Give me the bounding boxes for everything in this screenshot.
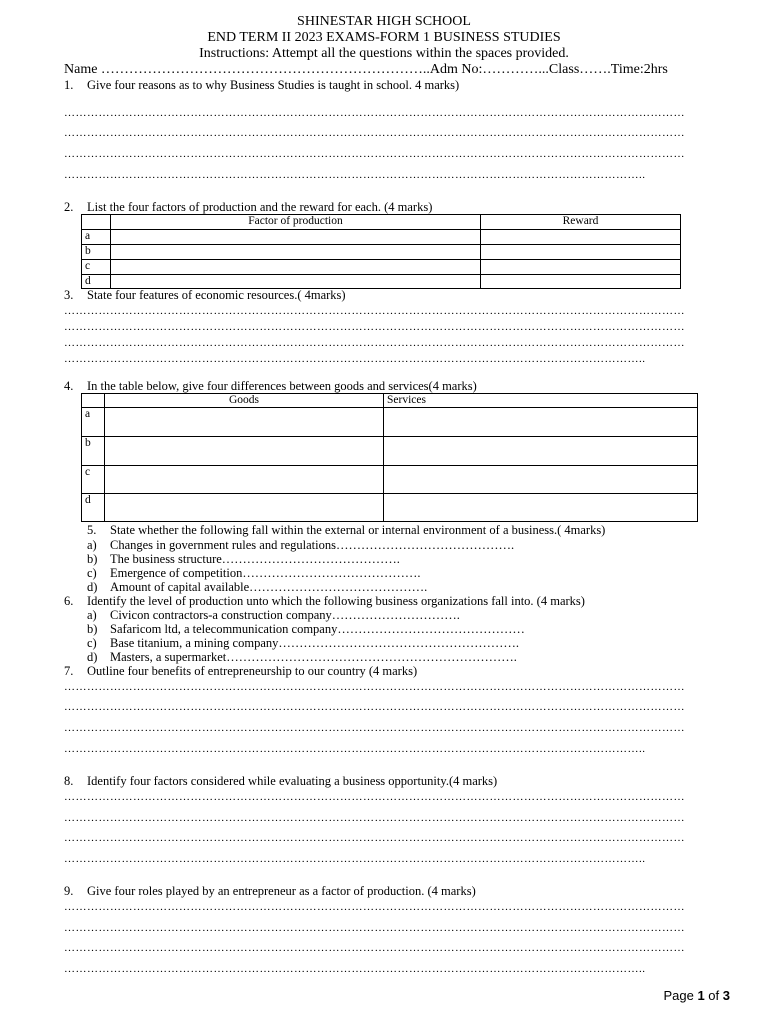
factors-table [81,214,681,289]
item-letter: b) [87,622,98,636]
answer-line: ……………………………………………………………………………………………………………………………………………… [64,127,685,139]
table-row [82,230,681,245]
answer-cell[interactable] [384,437,698,466]
answer-line: ……………………………………………………………………………………………………………………………………………… [64,321,685,333]
answer-line: …………………………………………………………………………………………………………………………………….. [64,353,646,365]
table-row [82,437,698,466]
table-row [82,245,681,260]
answer-line: ……………………………………………………………………………………………………………………………………………… [64,337,685,349]
question-number: 7. [64,664,74,678]
item-text: Masters, a supermarket……………………………………………………………. [110,650,517,664]
answer-cell[interactable] [481,245,681,260]
answer-line: …………………………………………………………………………………………………………………………………….. [64,743,646,755]
exam-instructions: Instructions: Attempt all the questions within the spaces provided. [199,46,569,61]
question-number: 9. [64,884,74,898]
list-item [87,538,514,553]
question-text: State four features of economic resources.( 4marks) [87,288,346,302]
row-label: c [82,466,105,494]
answer-line: ……………………………………………………………………………………………………………………………………………… [64,901,685,913]
answer-line: ……………………………………………………………………………………………………………………………………………… [64,922,685,934]
question-number: 6. [64,594,74,608]
question-text: Outline four benefits of entrepreneurship to our country (4 marks) [87,664,418,678]
list-item [87,580,427,595]
question-text: In the table below, give four differences between goods and services(4 marks) [87,379,477,393]
list-item [87,622,525,637]
candidate-details-line: Name ……………………………………………………………..Adm No:…………...Class…….Time:2hrs [64,62,668,77]
column-header-reward: Reward [481,215,681,230]
table-row [82,494,698,522]
list-item [87,650,517,665]
answer-line: ……………………………………………………………………………………………………………………………………………… [64,722,685,734]
school-name: SHINESTAR HIGH SCHOOL [297,14,471,29]
item-letter: c) [87,566,97,580]
answer-cell[interactable] [111,275,481,289]
item-text: The business structure……………………………………. [110,552,400,566]
answer-line: ……………………………………………………………………………………………………………………………………………… [64,832,685,844]
answer-cell[interactable] [111,230,481,245]
page-number [663,988,730,1003]
question-8 [64,774,497,789]
item-text: Safaricom ltd, a telecommunication company……………………………………… [110,622,525,636]
item-letter: c) [87,636,97,650]
question-6 [64,594,585,609]
question-1 [64,78,459,93]
question-number: 3. [64,288,74,302]
question-number: 2. [64,200,74,214]
answer-cell[interactable] [384,408,698,437]
question-text: List the four factors of production and the reward for each. (4 marks) [87,200,433,214]
column-header-services: Services [384,394,698,408]
row-label: b [82,245,111,260]
item-text: Amount of capital available……………………………………. [110,580,428,594]
table-corner [82,394,105,408]
answer-line: …………………………………………………………………………………………………………………………………….. [64,853,646,865]
answer-cell[interactable] [481,260,681,275]
column-header-factor: Factor of production [111,215,481,230]
goods-services-table [81,393,698,522]
item-letter: d) [87,650,98,664]
column-header-goods: Goods [105,394,384,408]
question-4 [64,379,477,394]
question-7 [64,664,417,679]
answer-line: …………………………………………………………………………………………………………………………………….. [64,963,646,975]
question-text: State whether the following fall within the external or internal environment of a business.( 4marks) [110,523,606,537]
row-label: a [82,408,105,437]
question-text: Identify the level of production unto which the following business organizations fall into. (4 marks) [87,594,585,608]
answer-line: ……………………………………………………………………………………………………………………………………………… [64,701,685,713]
question-5 [87,523,605,538]
answer-line: ……………………………………………………………………………………………………………………………………………… [64,791,685,803]
answer-cell[interactable] [384,466,698,494]
answer-line: …………………………………………………………………………………………………………………………………….. [64,169,646,181]
row-label: c [82,260,111,275]
item-letter: a) [87,538,97,552]
question-number: 5. [87,523,97,537]
table-row [82,260,681,275]
answer-cell[interactable] [105,494,384,522]
question-3 [64,288,346,303]
total-pages: 3 [722,988,730,1003]
question-number: 4. [64,379,74,393]
item-letter: d) [87,580,98,594]
list-item [87,552,400,567]
answer-cell[interactable] [105,466,384,494]
item-text: Civicon contractors-a construction company…………………………. [110,608,460,622]
answer-cell[interactable] [105,437,384,466]
table-row [82,466,698,494]
question-9 [64,884,476,899]
answer-cell[interactable] [481,275,681,289]
answer-cell[interactable] [105,408,384,437]
answer-line: ……………………………………………………………………………………………………………………………………………… [64,305,685,317]
question-number: 8. [64,774,74,788]
exam-title: END TERM II 2023 EXAMS-FORM 1 BUSINESS STUDIES [207,30,561,45]
answer-line: ……………………………………………………………………………………………………………………………………………… [64,107,685,119]
answer-cell[interactable] [111,245,481,260]
question-text: Identify four factors considered while evaluating a business opportunity.(4 marks) [87,774,498,788]
question-text: Give four reasons as to why Business Studies is taught in school. 4 marks) [87,78,460,92]
item-letter: a) [87,608,97,622]
answer-cell[interactable] [481,230,681,245]
row-label: a [82,230,111,245]
item-text: Base titanium, a mining company…………………………………………………. [110,636,519,650]
current-page: 1 [697,988,705,1003]
list-item [87,608,460,623]
page-word: Page [663,988,694,1003]
of-word: of [708,988,720,1003]
table-corner [82,215,111,230]
question-text: Give four roles played by an entrepreneur as a factor of production. (4 marks) [87,884,476,898]
row-label: d [82,494,105,522]
table-row [82,275,681,289]
item-text: Emergence of competition……………………………………. [110,566,421,580]
table-row [82,408,698,437]
row-label: b [82,437,105,466]
answer-line: ……………………………………………………………………………………………………………………………………………… [64,812,685,824]
list-item [87,566,421,581]
question-number: 1. [64,78,74,92]
answer-cell[interactable] [384,494,698,522]
row-label: d [82,275,111,289]
answer-line: ……………………………………………………………………………………………………………………………………………… [64,681,685,693]
item-text: Changes in government rules and regulations……………………………………. [110,538,515,552]
answer-line: ……………………………………………………………………………………………………………………………………………… [64,942,685,954]
item-letter: b) [87,552,98,566]
answer-line: ……………………………………………………………………………………………………………………………………………… [64,148,685,160]
list-item [87,636,519,651]
question-2 [64,200,432,215]
answer-cell[interactable] [111,260,481,275]
